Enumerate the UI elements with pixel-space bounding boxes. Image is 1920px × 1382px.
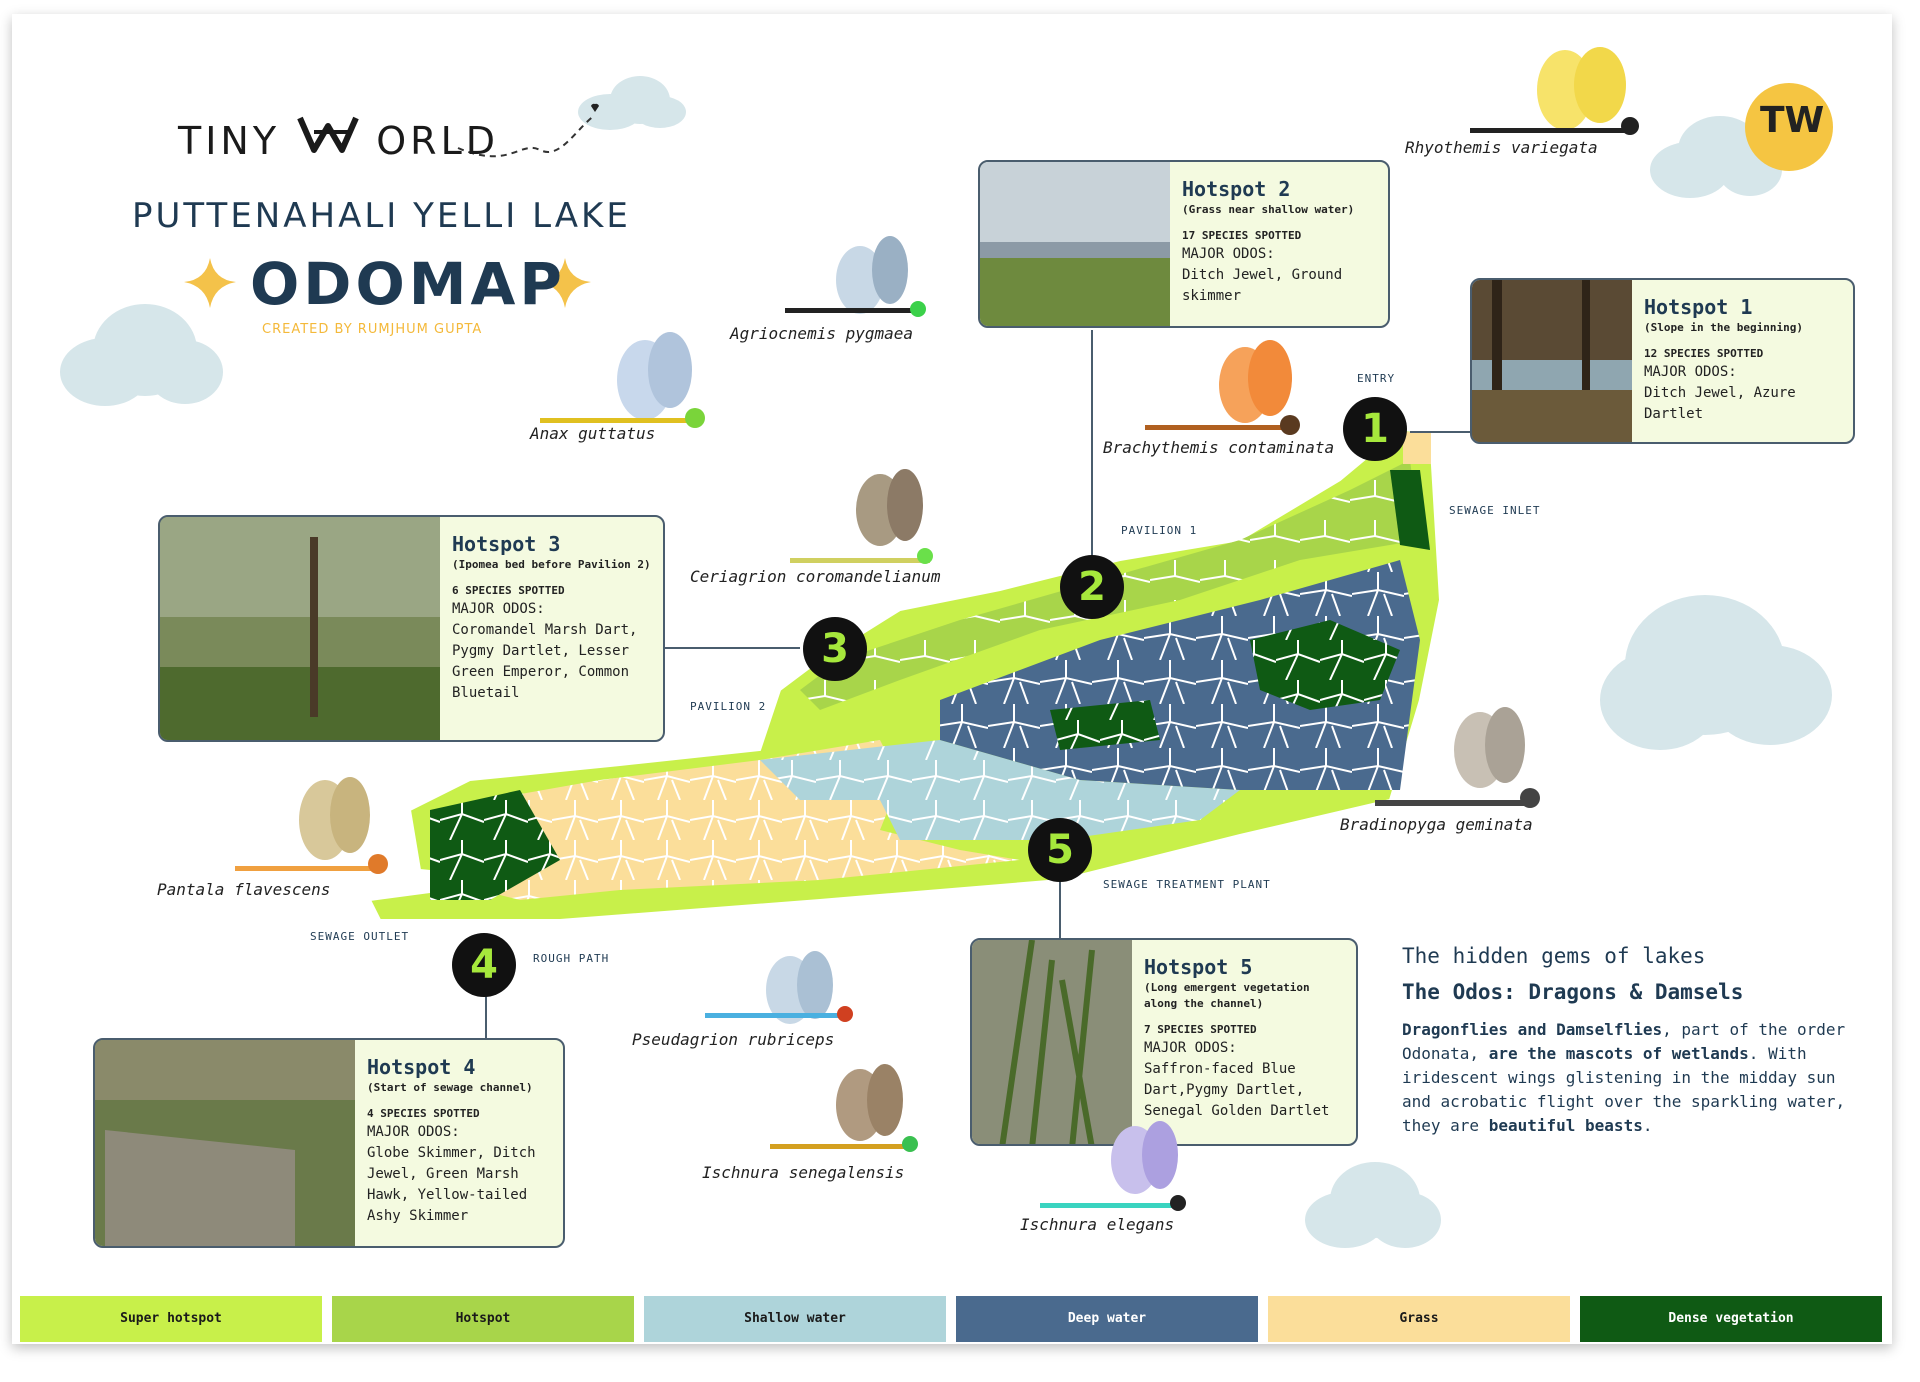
logo-mark: TW [1760, 100, 1825, 141]
major-odos-list: Ditch Jewel, Ground skimmer [1182, 267, 1343, 304]
species-label: Agriocnemis pygmaea [730, 324, 914, 343]
major-odos-label: MAJOR ODOS: [1144, 1040, 1237, 1056]
page-title: ODOMAP [250, 250, 566, 318]
species-label: Pantala flavescens [157, 880, 331, 899]
rough-path-label: ROUGH PATH [533, 952, 610, 965]
hotspot-2-marker[interactable]: 2 [1060, 555, 1124, 619]
species-count: 17 SPECIES SPOTTED [1182, 229, 1302, 242]
major-odos-label: MAJOR ODOS: [452, 601, 545, 617]
major-odos-list: Coromandel Marsh Dart, Pygmy Dartlet, Lesser Green Emperor, Common Bluetail [452, 622, 638, 701]
legend-grass: Grass [1268, 1296, 1570, 1342]
major-odos-list: Ditch Jewel, Azure Dartlet [1644, 385, 1796, 422]
sewage-inlet-label: SEWAGE INLET [1449, 504, 1541, 517]
species-label: Anax guttatus [530, 424, 656, 443]
species-label: Ischnura senegalensis [702, 1163, 905, 1182]
hotspot-3-marker[interactable]: 3 [803, 617, 867, 681]
species-label: Brachythemis contaminata [1103, 438, 1335, 457]
hotspot-4-marker[interactable]: 4 [452, 933, 516, 997]
hotspot-3-photo [160, 517, 440, 740]
map-legend [20, 1296, 1900, 1342]
legend-deep-water: Deep water [956, 1296, 1258, 1342]
hotspot-1-card[interactable] [1470, 278, 1855, 444]
species-label: Pseudagrion rubriceps [632, 1030, 835, 1049]
info-heading: The hidden gems of lakes [1402, 944, 1706, 968]
sewage-outlet-label: SEWAGE OUTLET [310, 930, 410, 943]
species-label: Ceriagrion coromandelianum [690, 567, 941, 586]
hotspot-title: Hotspot 4 [367, 1055, 476, 1079]
hotspot-3-card[interactable] [158, 515, 665, 742]
major-odos-list: Saffron-faced Blue Dart,Pygmy Dartlet, Senegal Golden Dartlet [1144, 1061, 1330, 1119]
hotspot-title: Hotspot 2 [1182, 177, 1291, 201]
major-odos-label: MAJOR ODOS: [1644, 364, 1737, 380]
entry-patch [1403, 432, 1431, 464]
hotspot-subtitle: (Long emergent vegetation along the channel) [1144, 981, 1310, 1010]
species-count: 12 SPECIES SPOTTED [1644, 347, 1764, 360]
sewage-treatment-plant-label: SEWAGE TREATMENT PLANT [1103, 878, 1271, 891]
hotspot-2-photo [980, 162, 1170, 326]
hotspot-title: Hotspot 5 [1144, 955, 1253, 979]
species-label: Bradinopyga geminata [1340, 815, 1533, 834]
species-count: 4 SPECIES SPOTTED [367, 1107, 480, 1120]
hotspot-5-photo [972, 940, 1132, 1144]
hotspot-4-photo [95, 1040, 355, 1246]
pavilion-1-label: PAVILION 1 [1121, 524, 1198, 537]
species-label: Ischnura elegans [1020, 1215, 1175, 1234]
hotspot-title: Hotspot 1 [1644, 295, 1753, 319]
hotspot-1-marker[interactable]: 1 [1343, 397, 1407, 461]
hotspot-5-marker[interactable]: 5 [1028, 818, 1092, 882]
entry-label: ENTRY [1357, 372, 1396, 385]
legend-hotspot: Hotspot [332, 1296, 634, 1342]
hotspot-5-card[interactable] [970, 938, 1358, 1146]
species-count: 6 SPECIES SPOTTED [452, 584, 565, 597]
hotspot-2-card[interactable] [978, 160, 1390, 328]
credit-line: CREATED BY RUMJHUM GUPTA [262, 322, 483, 337]
hotspot-subtitle: (Grass near shallow water) [1182, 203, 1355, 216]
hotspot-4-card[interactable] [93, 1038, 565, 1248]
hotspot-title: Hotspot 3 [452, 532, 561, 556]
brand-right: ORLD [376, 119, 499, 163]
legend-dense-vegetation: Dense vegetation [1580, 1296, 1882, 1342]
hotspot-subtitle: (Start of sewage channel) [367, 1081, 533, 1094]
info-paragraph: Dragonflies and Damselflies, part of the order Odonata, are the mascots of wetlands. With iridescent wings glistening in the midday sun and acrobatic flight over the sparkling water, they are beautiful beasts. [1402, 1020, 1846, 1135]
legend-shallow-water: Shallow water [644, 1296, 946, 1342]
info-subheading: The Odos: Dragons & Damsels [1402, 980, 1744, 1004]
lake-title: PUTTENAHALI YELLI LAKE [132, 196, 631, 236]
pavilion-2-label: PAVILION 2 [690, 700, 767, 713]
brand-left: TINY [178, 119, 281, 163]
hotspot-subtitle: (Slope in the beginning) [1644, 321, 1803, 334]
major-odos-label: MAJOR ODOS: [367, 1124, 460, 1140]
major-odos-list: Globe Skimmer, Ditch Jewel, Green Marsh Hawk, Yellow-tailed Ashy Skimmer [367, 1145, 536, 1224]
hotspot-subtitle: (Ipomea bed before Pavilion 2) [452, 558, 651, 571]
major-odos-label: MAJOR ODOS: [1182, 246, 1275, 262]
info-section [1402, 944, 1852, 1138]
legend-super-hotspot: Super hotspot [20, 1296, 322, 1342]
hotspot-1-photo [1472, 280, 1632, 442]
species-label: Rhyothemis variegata [1405, 138, 1598, 157]
species-count: 7 SPECIES SPOTTED [1144, 1023, 1257, 1036]
